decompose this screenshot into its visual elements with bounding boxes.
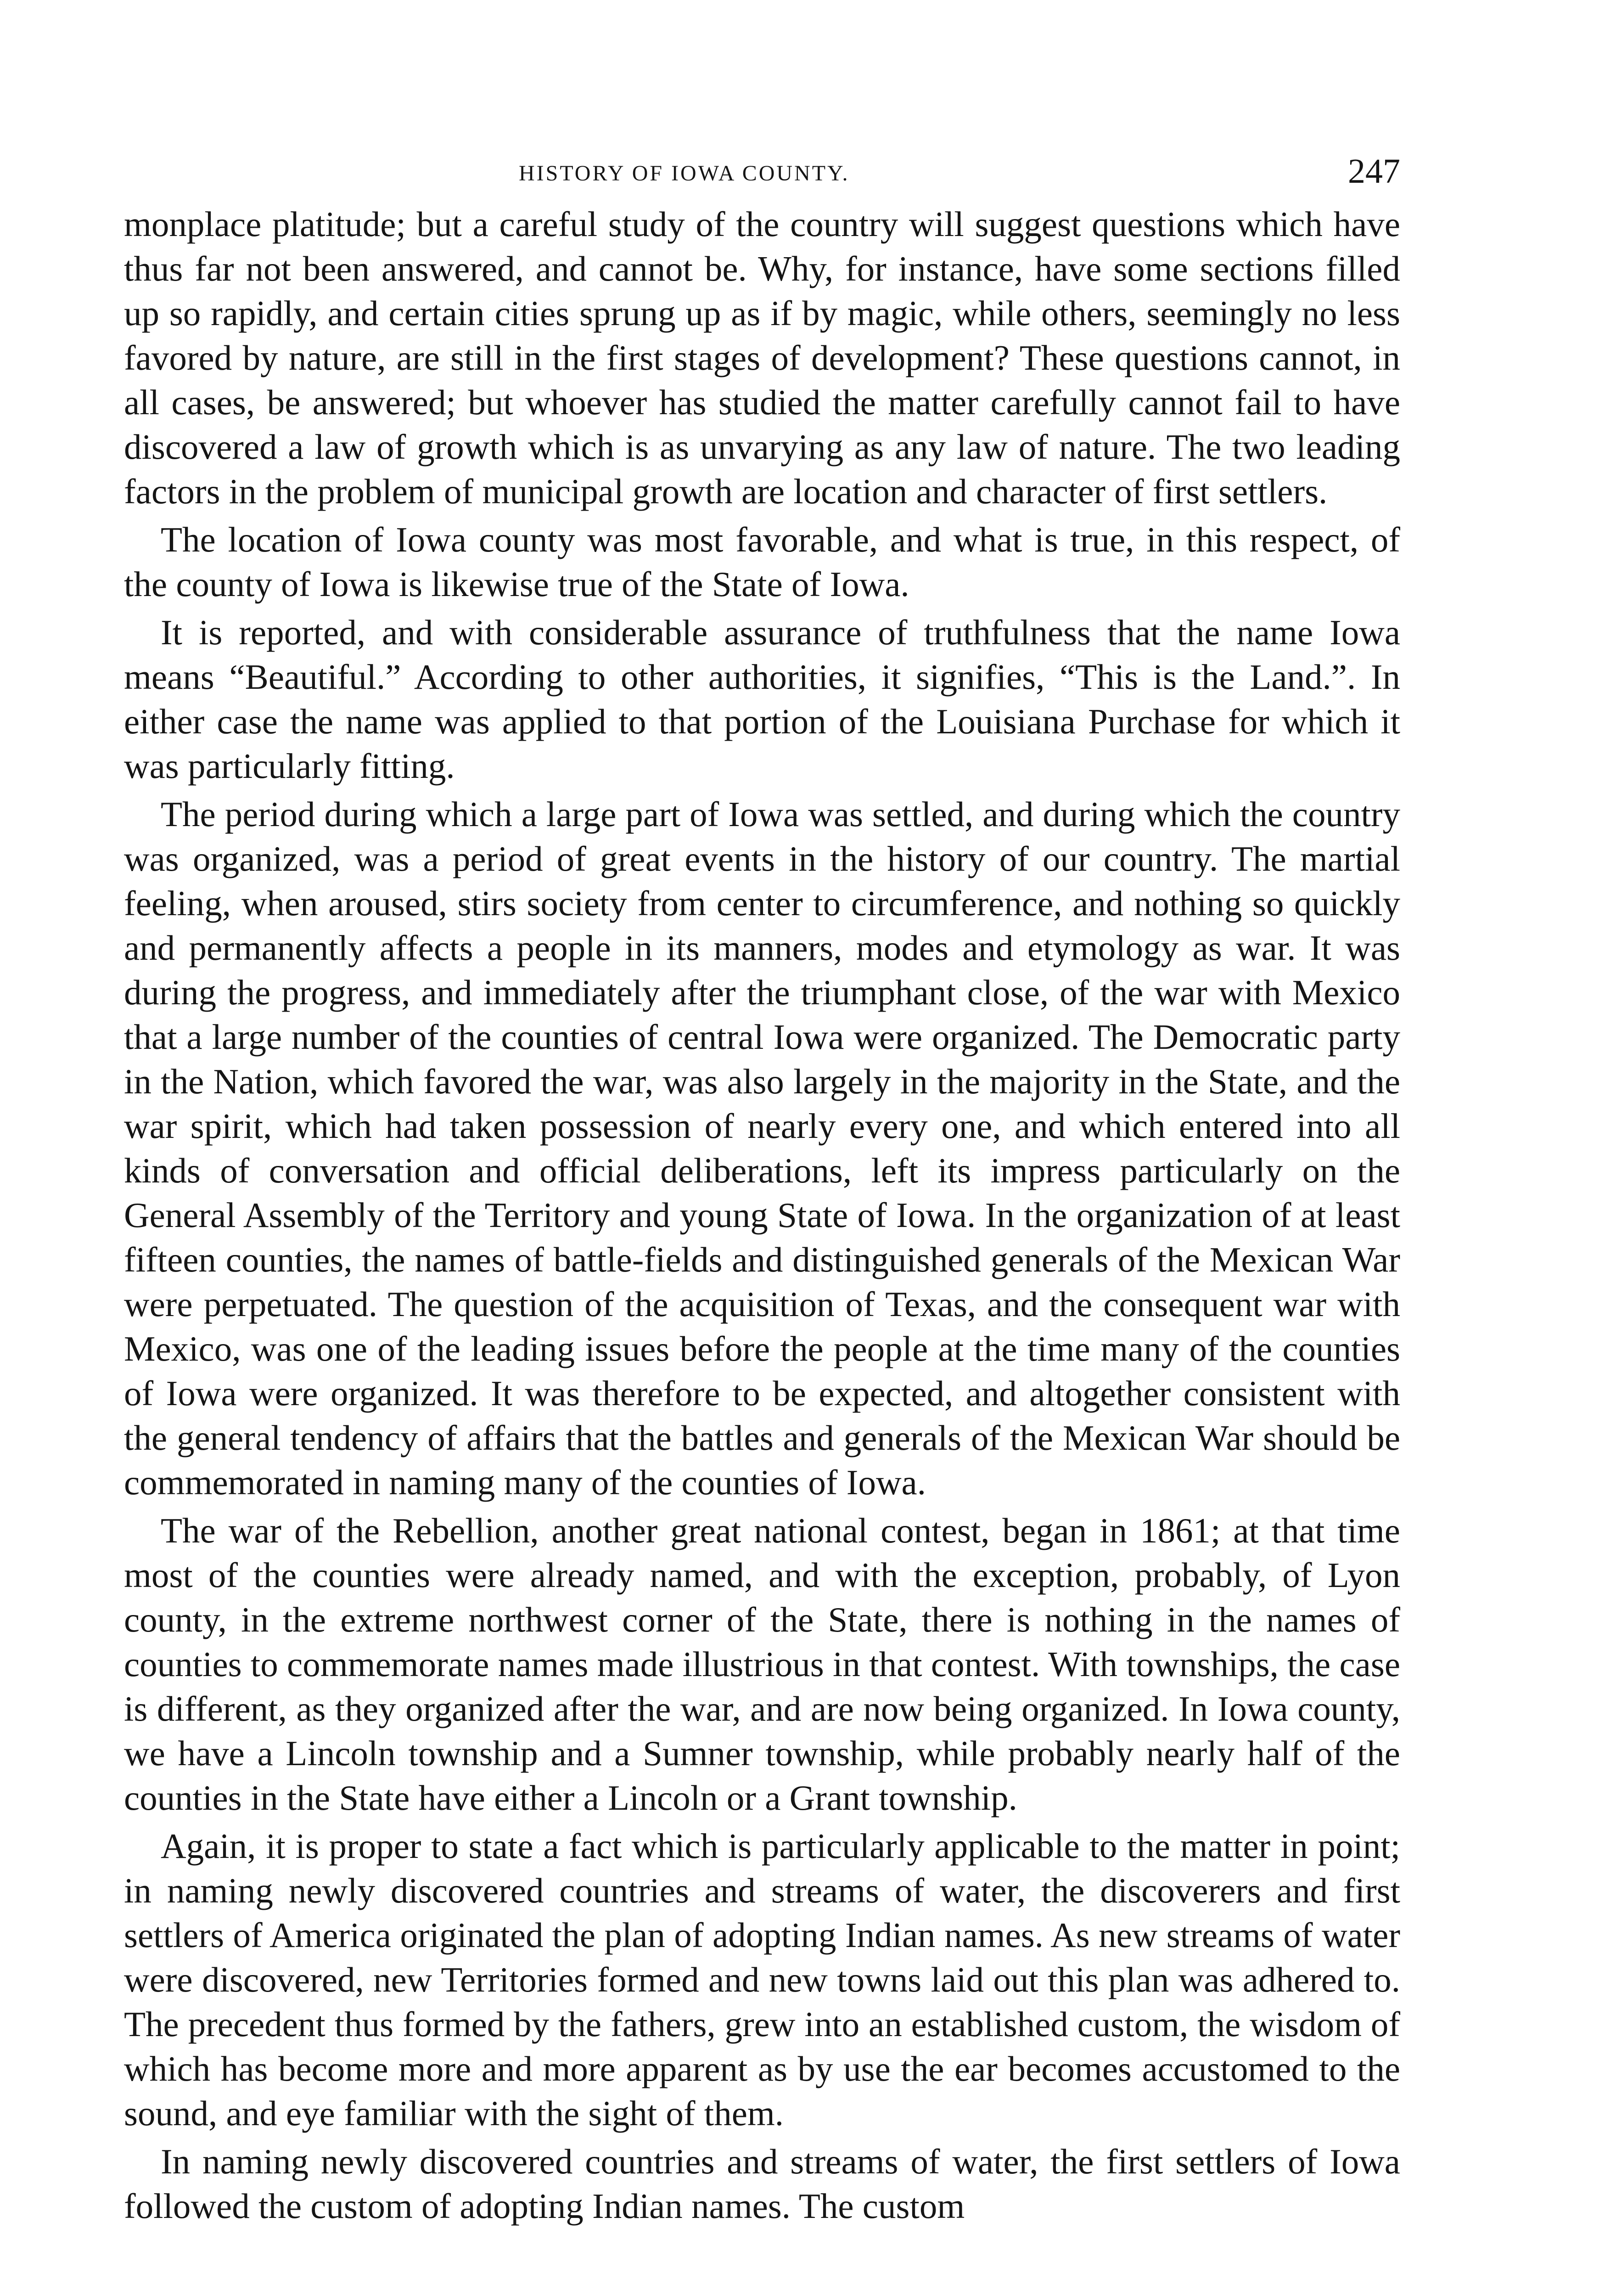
paragraph: The war of the Rebellion, another great national contest, began in 1861; at that time most of the counties were already named, and with the exception, probably, of Lyon county, in the extreme northwest corner of the State, there is nothing in the names of counties to commemorate names made illustrious in that contest. With townships, the case is different, as they organized after the war, and are now being organized. In Iowa county, we have a Lincoln township and a Sumner township, while probably nearly half of the counties in the State have either a Lincoln or a Grant township. <box>124 1511 1400 1818</box>
paragraph: Again, it is proper to state a fact which is particularly applicable to the matter in point; in naming newly discovered countries and streams of water, the discoverers and first settlers of America originated the plan of adopting Indian names. As new streams of water were discovered, new Territories formed and new towns laid out this plan was adhered to. The precedent thus formed by the fathers, grew into an established custom, the wisdom of which has become more and more apparent as by use the ear becomes accustomed to the sound, and eye familiar with the sight of them. <box>124 1826 1400 2133</box>
paragraph: monplace platitude; but a careful study of the country will suggest questions which have thus far not been answered, and cannot be. Why, for instance, have some sections filled up so rapidly, and certain cities sprung up as if by magic, while others, seemingly no less favored by nature, are still in the first stages of development? These questions cannot, in all cases, be answered; but whoever has studied the matter carefully cannot fail to have discovered a law of growth which is as unvarying as any law of nature. The two leading factors in the problem of municipal growth are location and character of first settlers. <box>124 204 1400 511</box>
book-page <box>124 152 1400 2232</box>
body-text <box>124 202 1400 2228</box>
paragraph: In naming newly discovered countries and streams of water, the first settlers of Iowa followed the custom of adopting Indian names. The custom <box>124 2142 1400 2226</box>
page-header <box>124 152 1400 202</box>
paragraph: The location of Iowa county was most favorable, and what is true, in this respect, of the county of Iowa is likewise true of the State of Iowa. <box>124 520 1400 604</box>
paragraph: The period during which a large part of Iowa was settled, and during which the country was organized, was a period of great events in the history of our country. The martial feeling, when aroused, stirs society from center to circumference, and nothing so quickly and permanently affects a people in its manners, modes and etymology as war. It was during the progress, and immediately after the triumphant close, of the war with Mexico that a large number of the counties of central Iowa were organized. The Democratic party in the Nation, which favored the war, was also largely in the majority in the State, and the war spirit, which had taken possession of nearly every one, and which entered into all kinds of conversation and official deliberations, left its impress particularly on the General Assembly of the Territory and young State of Iowa. In the organization of at least fifteen counties, the names of battle-fields and distinguished generals of the Mexican War were perpetuated. The question of the acquisition of Texas, and the consequent war with Mexico, was one of the leading issues before the people at the time many of the counties of Iowa were organized. It was therefore to be expected, and altogether consistent with the general tendency of affairs that the battles and generals of the Mexican War should be commemorated in naming many of the counties of Iowa. <box>124 794 1400 1502</box>
running-head: HISTORY OF IOWA COUNTY. <box>519 161 850 186</box>
paragraph: It is reported, and with considerable assurance of truthfulness that the name Iowa means “Beautiful.” According to other authorities, it signifies, “This is the Land.”. In either case the name was applied to that portion of the Louisiana Purchase for which it was particularly fitting. <box>124 613 1400 786</box>
page-number: 247 <box>1348 152 1400 191</box>
